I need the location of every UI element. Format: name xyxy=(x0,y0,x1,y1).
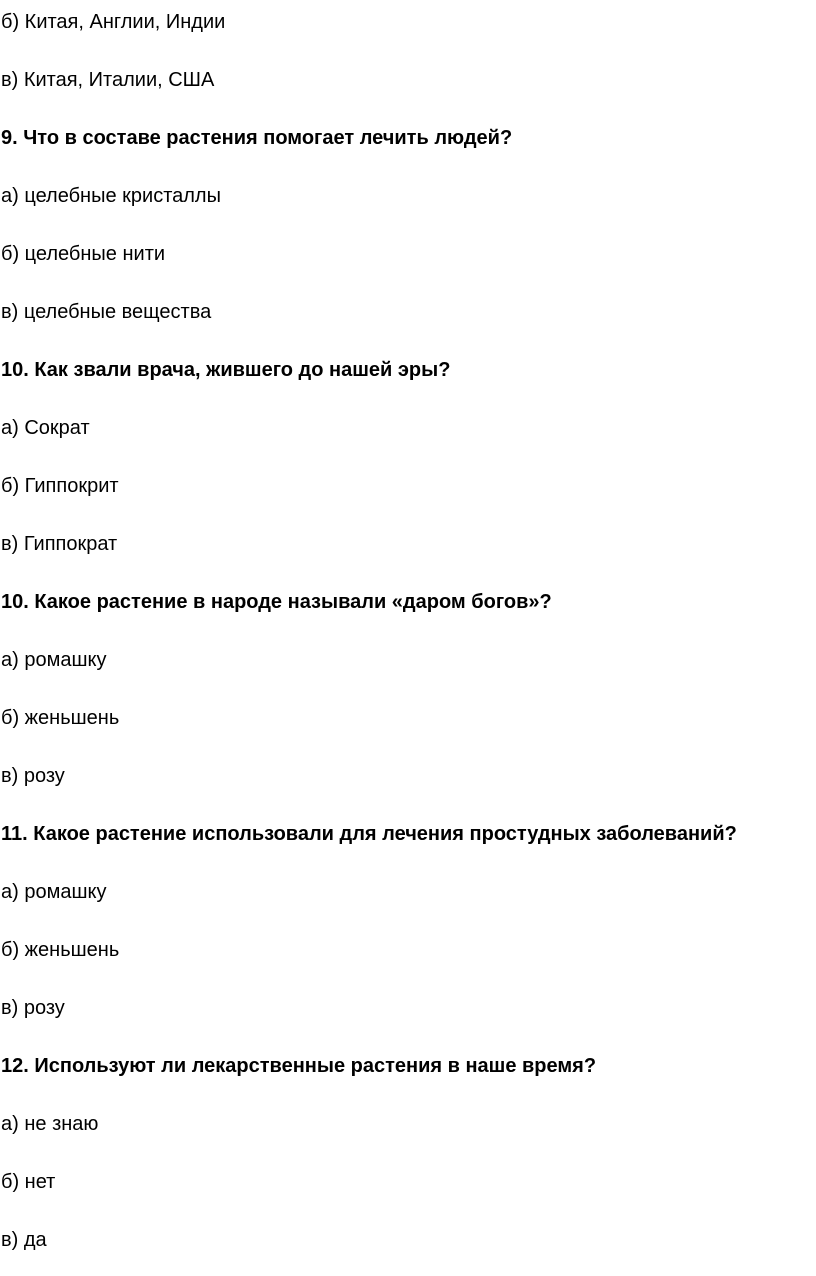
answer-option-11a: а) ромашку xyxy=(1,881,107,903)
question-10-doctor: 10. Как звали врача, жившего до нашей эры? xyxy=(1,359,451,381)
answer-option-10p-a: а) ромашку xyxy=(1,649,107,671)
answer-option-12b: б) нет xyxy=(1,1171,56,1193)
answer-option-10b: б) Гиппокрит xyxy=(1,475,119,497)
answer-option-10p-b: б) женьшень xyxy=(1,707,120,729)
answer-option-9b: б) целебные нити xyxy=(1,243,166,265)
answer-option-11b: б) женьшень xyxy=(1,939,120,961)
answer-option-10a: а) Сократ xyxy=(1,417,90,439)
answer-option-9a: а) целебные кристаллы xyxy=(1,185,221,207)
question-12: 12. Используют ли лекарственные растения в наше время? xyxy=(1,1055,597,1077)
answer-option-9c: в) целебные вещества xyxy=(1,301,212,323)
question-11: 11. Какое растение использовали для лечения простудных заболеваний? xyxy=(1,823,737,845)
question-10-plant: 10. Какое растение в народе называли «даром богов»? xyxy=(1,591,552,613)
answer-option-11c: в) розу xyxy=(1,997,65,1019)
answer-option-12a: а) не знаю xyxy=(1,1113,99,1135)
answer-option-12c: в) да xyxy=(1,1229,47,1251)
question-9: 9. Что в составе растения помогает лечить людей? xyxy=(1,127,513,149)
answer-option-8b: б) Китая, Англии, Индии xyxy=(1,11,226,33)
answer-option-10c: в) Гиппократ xyxy=(1,533,118,555)
answer-option-8c: в) Китая, Италии, США xyxy=(1,69,215,91)
answer-option-10p-c: в) розу xyxy=(1,765,65,787)
